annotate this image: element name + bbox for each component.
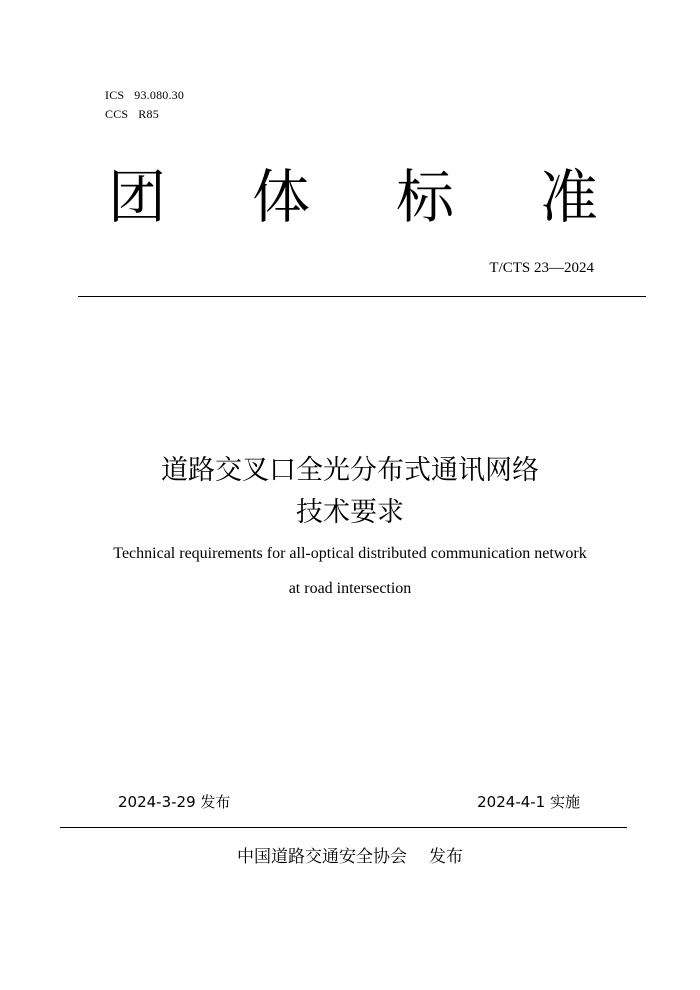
ccs-classification xyxy=(105,107,159,121)
standard-type-char: 团 xyxy=(108,163,167,231)
standard-type-char: 标 xyxy=(395,163,454,231)
ccs-label: CCS xyxy=(105,107,129,121)
top-divider xyxy=(78,296,646,297)
publisher-name: 中国道路交通安全协会 xyxy=(237,847,407,867)
ics-label: ICS xyxy=(105,88,125,102)
standard-type-char: 体 xyxy=(251,163,310,231)
implementation-date: 2024-4-1 实施 xyxy=(477,793,580,811)
bottom-divider xyxy=(60,827,627,828)
title-cn-line-2: 技术要求 xyxy=(296,497,404,528)
title-en-line-1: Technical requirements for all-optical distributed communication network xyxy=(113,545,587,562)
standard-type-heading xyxy=(108,160,598,234)
title-en-line-2: at road intersection xyxy=(288,580,412,597)
standard-type-char: 准 xyxy=(539,163,598,231)
ics-code: 93.080.30 xyxy=(134,88,185,102)
ics-classification xyxy=(105,88,184,102)
ccs-code: R85 xyxy=(138,107,159,121)
publisher-line xyxy=(0,846,700,868)
title-cn-line-1: 道路交叉口全光分布式通讯网络 xyxy=(161,455,539,486)
issue-date: 2024-3-29 发布 xyxy=(118,793,231,811)
publisher-action: 发布 xyxy=(429,847,463,867)
standard-number: T/CTS 23—2024 xyxy=(489,260,594,276)
